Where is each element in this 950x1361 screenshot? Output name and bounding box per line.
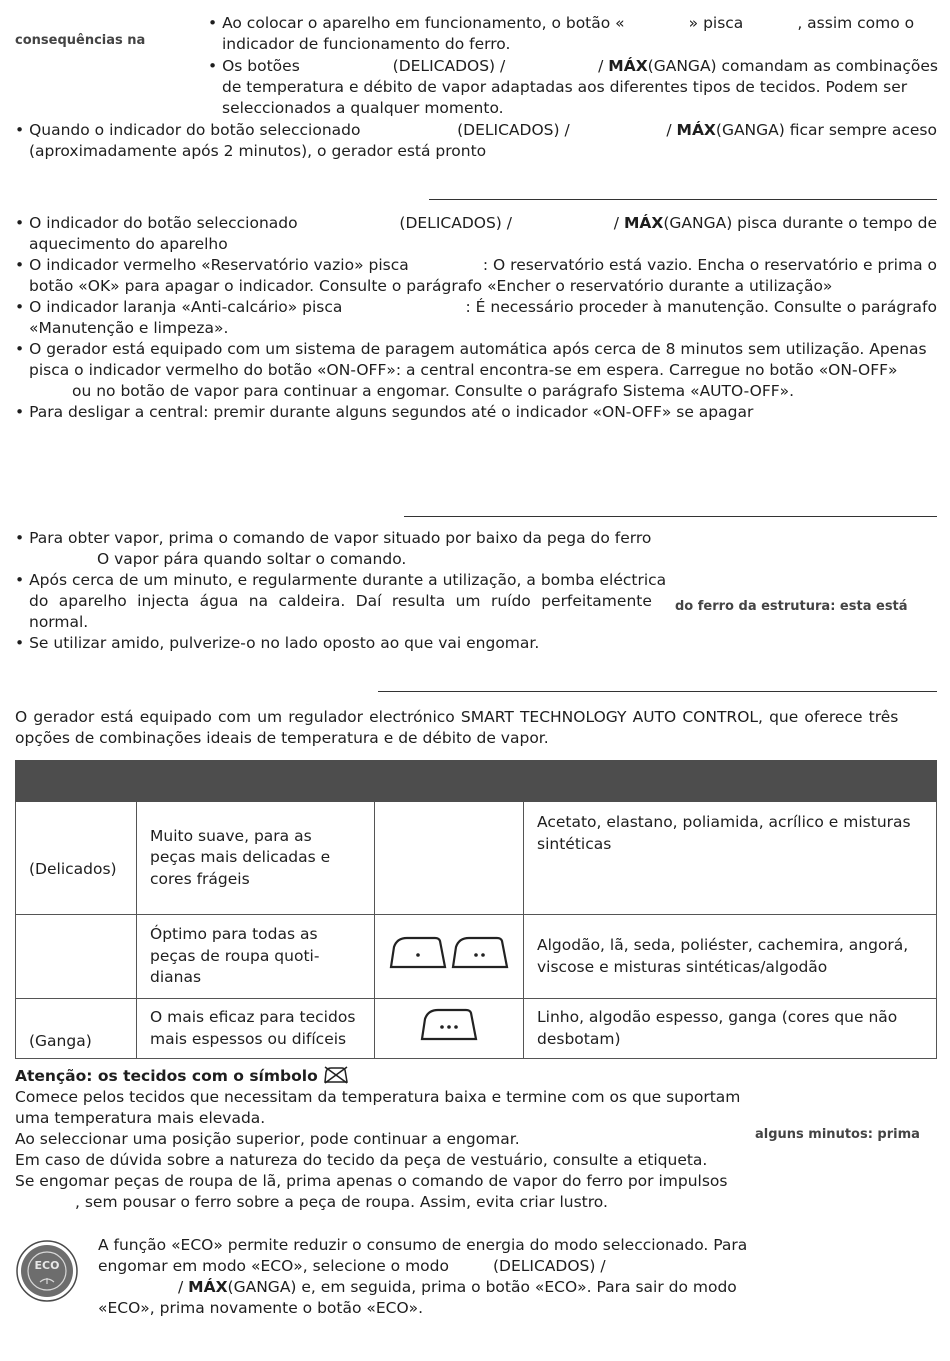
eco-badge-icon [16,1240,78,1302]
steam-justified-line: do aparelho injecta água na caldeira. Daí resulta um ruído perfeitamente [29,592,652,610]
settings-table [15,760,937,1059]
fabrics-cell: Linho, algodão espesso, ganga (cores que não desbotam) [524,999,937,1059]
section-divider-1 [429,199,937,200]
eco-paragraph: A função «ECO» permite reduzir o consumo de energia do modo seleccionado. Para engomar em modo «ECO», selecione o modo (DELICADOS) / / MÁX(GANGA) e, em seguida, prima o botão «ECO». Para sair do modo «ECO», prima novamente o botão «ECO». [98,1236,748,1317]
table-row [16,802,937,915]
attention-title: Atenção: os tecidos com o símbolo [15,1067,318,1085]
iron-1-dot-icon iron-2-dots-icon [387,933,511,973]
description-cell: Muito suave, para as peças mais delicadas e cores frágeis [137,802,375,915]
icon-cell [375,915,524,999]
mode-cell [16,915,137,999]
status-item-heating: • O indicador do botão seleccionado (DELICADOS) / / MÁX(GANGA) pisca durante o tempo de aquecimento do aparelho [15,214,937,253]
status-item-anticalc: • O indicador laranja «Anti-calcário» pisca : É necessário proceder à manutenção. Consulte o parágrafo «Manutenção e limpeza». [15,298,937,337]
table-row [16,999,937,1059]
table-header-cell [375,761,524,802]
icon-cell [375,999,524,1059]
intro-line-1: O gerador está equipado com um regulador electrónico SMART TECHNOLOGY AUTO CONTROL, que oferece três [15,708,899,726]
mode-cell: (Delicados) [16,802,137,915]
top-bullet-3: • Quando o indicador do botão seleccionado (DELICADOS) / / MÁX(GANGA) ficar sempre aceso (aproximadamente após 2 minutos), o gerador está pronto [15,121,937,160]
section-divider-3 [378,691,937,692]
section-divider-2 [404,516,937,517]
status-item-power-off: • Para desligar a central: premir durante alguns segundos até o indicador «ON-OFF» se apagar [15,403,754,421]
table-row [16,915,937,999]
status-item-tank-empty: • O indicador vermelho «Reservatório vazio» pisca : O reservatório está vazio. Encha o reservatório e prima o botão «OK» para apagar o indicador. Consulte o parágrafo «Encher o reservatório durante a utilização» [15,256,937,295]
description-cell: O mais eficaz para tecidos mais espessos ou difíceis [137,999,375,1059]
no-iron-icon [323,1066,349,1084]
description-cell: Óptimo para todas as peças de roupa quoti-dianas [137,915,375,999]
intro-paragraph: O gerador está equipado com um regulador electrónico SMART TECHNOLOGY AUTO CONTROL, que oferece três opções de combinações ideais de temperatura e de débito de vapor. [15,707,937,749]
mode-cell: (Ganga) [16,999,137,1059]
table-header-cell [524,761,937,802]
table-header-cell [16,761,137,802]
top-bullet-2: • Os botões (DELICADOS) / / MÁX(GANGA) comandam as combinações de temperatura e débito de vapor adaptadas aos diferentes tipos de tecidos. Podem ser seleccionados a qualquer momento. [208,57,938,117]
table-header-row [16,761,937,802]
fabrics-cell: Algodão, lã, seda, poliéster, cachemira, angorá, viscose e misturas sintéticas/algodão [524,915,937,999]
eco-badge-label: ECO [34,1259,60,1272]
iron-3-dots-icon [419,1005,479,1045]
status-item-auto-off: • O gerador está equipado com um sistema de paragem automática após cerca de 8 minutos sem utilização. Apenas pisca o indicador vermelho do botão «ON-OFF»: a central encontra-se em espera. Carregue no botão «ON-OFF» ou no botão de vapor para continuar a engomar. Consulte o parágrafo Sistema «AUTO-OFF». [15,340,927,400]
top-bullet-1: • Ao colocar o aparelho em funcionamento, o botão « » pisca , assim como o indicador de funcionamento do ferro. [208,14,915,53]
sidenote-consequences: consequências na [15,33,146,48]
table-header-cell [137,761,375,802]
icon-cell [375,802,524,915]
attention-block: Atenção: os tecidos com o símbolo Comece pelos tecidos que necessitam da temperatura baixa e termine com os que suportam uma temperatura mais elevada. Ao seleccionar uma posição superior, pode continuar a engomar. Em caso de dúvida sobre a natureza do tecido da peça de vestuário, consulte a etiqueta. Se engomar peças de roupa de lã, prima apenas o comando de vapor do ferro por impulsos , sem pousar o ferro sobre a peça de roupa. Assim, evita criar lustro. [15,1067,741,1211]
sidenote-structure: do ferro da estrutura: esta está [675,599,908,614]
sidenote-minutes: alguns minutos: prima [755,1127,920,1142]
status-list [15,213,937,423]
steam-list: • Para obter vapor, prima o comando de vapor situado por baixo da pega do ferro O vapor pára quando soltar o comando. • Após cerca de um minuto, e regularmente durante a utilização, a bomba eléctrica do aparelho injecta água na caldeira. Daí resulta um ruído perfeitamente normal. • Se utilizar amido, pulverize-o no lado oposto ao que vai engomar. [15,529,667,652]
fabrics-cell: Acetato, elastano, poliamida, acrílico e misturas sintéticas [524,802,937,915]
